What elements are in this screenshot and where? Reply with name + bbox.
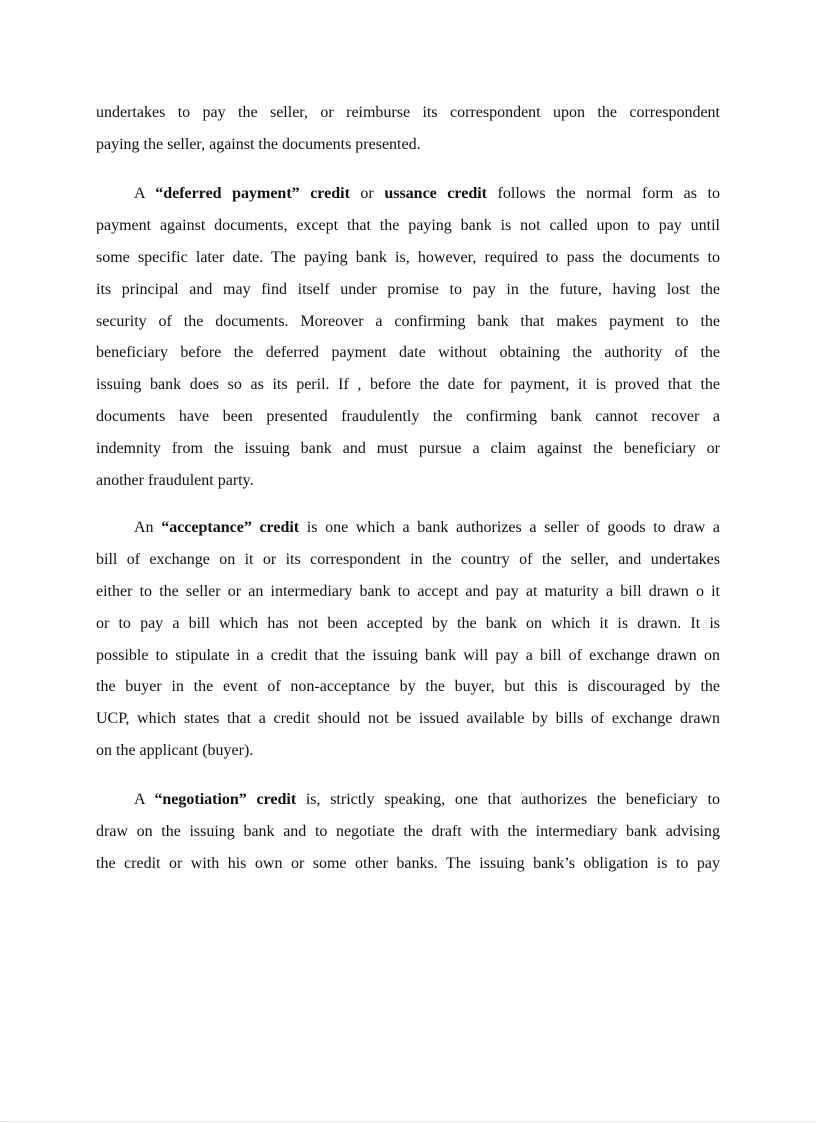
first-line-rest: is one which a bank authorizes a seller of goods to draw a xyxy=(299,519,720,536)
text-line-first xyxy=(96,512,720,544)
page-bottom-divider xyxy=(0,1121,816,1122)
text-line: or to pay a bill which has not been accepted by the bank on which it is drawn. It is xyxy=(96,614,720,632)
text-line: paying the seller, against the documents presented. xyxy=(96,135,421,153)
term-acceptance-credit: “acceptance” credit xyxy=(161,519,300,536)
term-negotiation-credit: “negotiation” credit xyxy=(154,791,297,808)
connector-text: or xyxy=(349,185,385,202)
first-line-rest: is, strictly speaking, one that authorizes the beneficiary to xyxy=(296,791,721,808)
text-line: indemnity from the issuing bank and must pursue a claim against the beneficiary or xyxy=(96,440,720,458)
paragraph-acceptance xyxy=(96,512,720,767)
text-line: another fraudulent party. xyxy=(96,472,254,490)
lead-text: An xyxy=(134,519,162,536)
text-line: documents have been presented fraudulently the confirming bank cannot recover a xyxy=(96,408,720,426)
text-line-first xyxy=(96,178,720,210)
lead-text: A xyxy=(134,791,155,808)
text-line: either to the seller or an intermediary bank to accept and pay at maturity a bill drawn o it xyxy=(96,582,720,600)
paragraph-deferred-payment xyxy=(96,178,720,497)
text-line: the buyer in the event of non-acceptance by the buyer, but this is discouraged by the xyxy=(96,678,720,696)
text-line: undertakes to pay the seller, or reimburse its correspondent upon the correspondent xyxy=(96,104,720,121)
text-line-first xyxy=(96,784,720,816)
text-line: UCP, which states that a credit should not be issued available by bills of exchange drawn xyxy=(96,710,720,728)
text-line: bill of exchange on it or its correspondent in the country of the seller, and undertakes xyxy=(96,550,720,568)
text-line: possible to stipulate in a credit that the issuing bank will pay a bill of exchange drawn on xyxy=(96,646,720,664)
paragraph-negotiation xyxy=(96,784,720,880)
text-line: the credit or with his own or some other banks. The issuing bank’s obligation is to pay xyxy=(96,854,720,872)
term-deferred-payment-credit: “deferred payment” credit xyxy=(155,185,350,202)
text-line: some specific later date. The paying bank is, however, required to pass the documents to xyxy=(96,248,720,266)
first-line-rest: follows the normal form as to xyxy=(487,185,720,202)
text-line: payment against documents, except that the paying bank is not called upon to pay until xyxy=(96,216,720,234)
text-line: on the applicant (buyer). xyxy=(96,742,254,760)
text-line: draw on the issuing bank and to negotiate the draft with the intermediary bank advising xyxy=(96,822,720,840)
text-line: its principal and may find itself under promise to pay in the future, having lost the xyxy=(96,280,720,298)
text-line: issuing bank does so as its peril. If , before the date for payment, it is proved that the xyxy=(96,376,720,394)
paragraph-continuation xyxy=(96,97,720,161)
term-ussance-credit: ussance credit xyxy=(384,185,487,202)
text-line: security of the documents. Moreover a confirming bank that makes payment to the xyxy=(96,312,720,330)
lead-text: A xyxy=(134,185,156,202)
text-line: beneficiary before the deferred payment date without obtaining the authority of the xyxy=(96,344,720,362)
